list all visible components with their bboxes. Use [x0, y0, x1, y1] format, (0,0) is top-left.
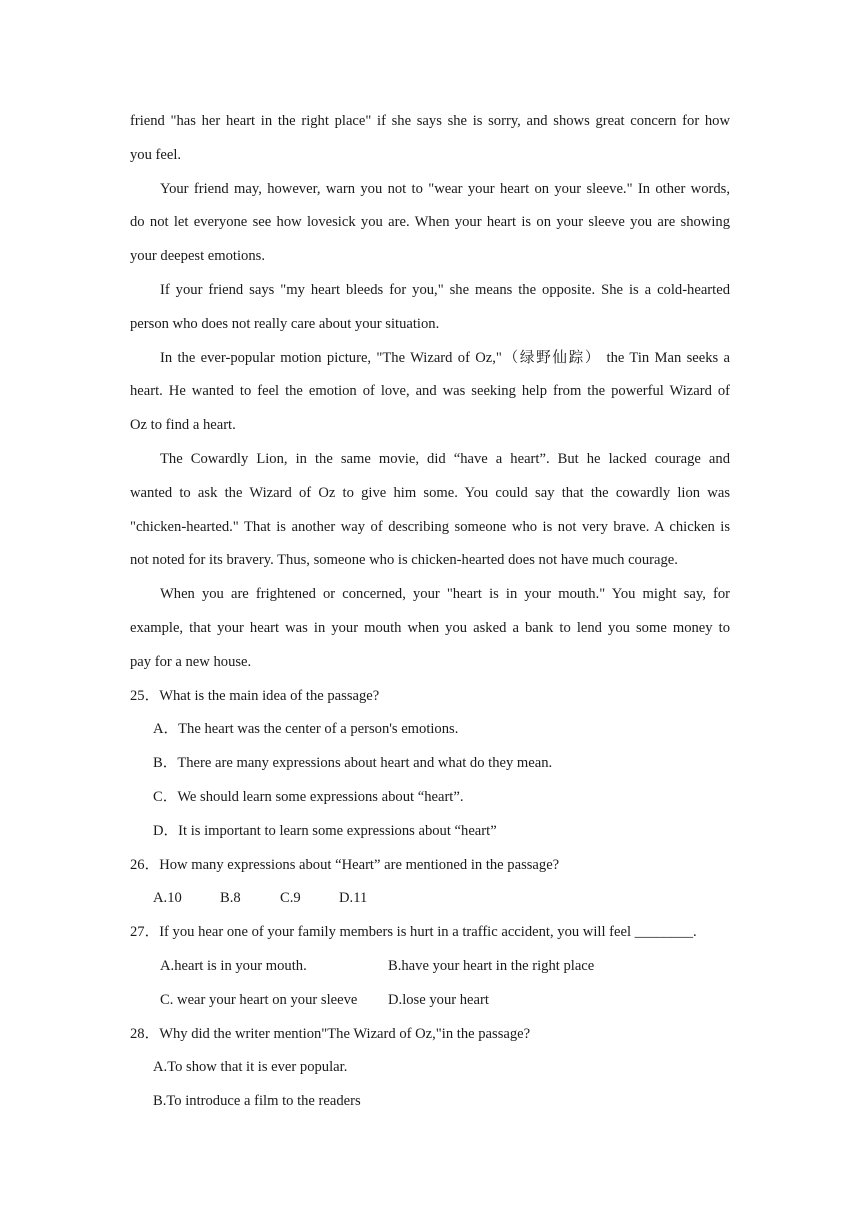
question-25 — [130, 680, 730, 849]
paragraph-start: The Cowardly Lion, in the same movie, did “have a heart”. But he lacked courage and — [160, 450, 730, 467]
answer-option: C.9 — [280, 890, 301, 907]
passage-line: not noted for its bravery. Thus, someone who is chicken-hearted does not have much courage. — [130, 552, 678, 569]
paragraph-start: In the ever-popular motion picture, "The Wizard of Oz,"（绿野仙踪） the Tin Man seeks a — [160, 349, 730, 366]
question-stem: 27．If you hear one of your family members is hurt in a traffic accident, you will feel ________. — [130, 924, 697, 941]
passage-line: Oz to find a heart. — [130, 417, 236, 434]
passage-line: "chicken-hearted." That is another way of describing someone who is not very brave. A chicken is — [130, 518, 730, 535]
question-stem: 25．What is the main idea of the passage? — [130, 687, 380, 704]
answer-options-row — [130, 984, 730, 1018]
answer-option: B.have your heart in the right place — [388, 957, 595, 974]
question-26 — [130, 849, 730, 917]
question-28 — [130, 1018, 730, 1119]
answer-option: C．We should learn some expressions about “heart”. — [153, 788, 464, 805]
answer-option: D.11 — [339, 890, 368, 907]
answer-option: A.heart is in your mouth. — [160, 957, 307, 974]
passage-line: do not let everyone see how lovesick you are. When your heart is on your sleeve you are showing — [130, 214, 730, 231]
answer-option: B．There are many expressions about heart and what do they mean. — [153, 755, 553, 772]
passage-line: heart. He wanted to feel the emotion of love, and was seeking help from the powerful Wizard of — [130, 383, 730, 400]
question-stem: 26．How many expressions about “Heart” are mentioned in the passage? — [130, 856, 560, 873]
passage — [130, 105, 730, 680]
passage-line: person who does not really care about your situation. — [130, 315, 440, 332]
answer-option: D.lose your heart — [388, 991, 489, 1008]
answer-option: B.To introduce a film to the readers — [153, 1093, 361, 1110]
answer-option: A．The heart was the center of a person's emotions. — [153, 721, 459, 738]
question-27 — [130, 916, 730, 1017]
answer-options-row — [130, 950, 730, 984]
answer-option: D．It is important to learn some expressions about “heart” — [153, 822, 497, 839]
passage-line: wanted to ask the Wizard of Oz to give him some. You could say that the cowardly lion was — [130, 484, 730, 501]
paragraph-start: If your friend says "my heart bleeds for you," she means the opposite. She is a cold-hearted — [160, 281, 730, 298]
answer-option: A.To show that it is ever popular. — [153, 1059, 348, 1076]
passage-line: pay for a new house. — [130, 653, 252, 670]
passage-line: you feel. — [130, 146, 182, 163]
document-body — [130, 105, 730, 1119]
paragraph-start: Your friend may, however, warn you not to "wear your heart on your sleeve." In other words, — [160, 180, 730, 197]
answer-option: A.10 — [153, 890, 182, 907]
answer-option: B.8 — [220, 890, 241, 907]
passage-line: your deepest emotions. — [130, 248, 265, 265]
passage-line: friend "has her heart in the right place" if she says she is sorry, and shows great concern for how — [130, 113, 730, 129]
answer-options-row — [130, 882, 730, 916]
passage-line: example, that your heart was in your mouth when you asked a bank to lend you some money to — [130, 619, 730, 636]
paragraph-start: When you are frightened or concerned, your "heart is in your mouth." You might say, for — [160, 586, 730, 603]
question-stem: 28．Why did the writer mention"The Wizard of Oz,"in the passage? — [130, 1025, 531, 1042]
answer-option: C. wear your heart on your sleeve — [160, 991, 358, 1008]
